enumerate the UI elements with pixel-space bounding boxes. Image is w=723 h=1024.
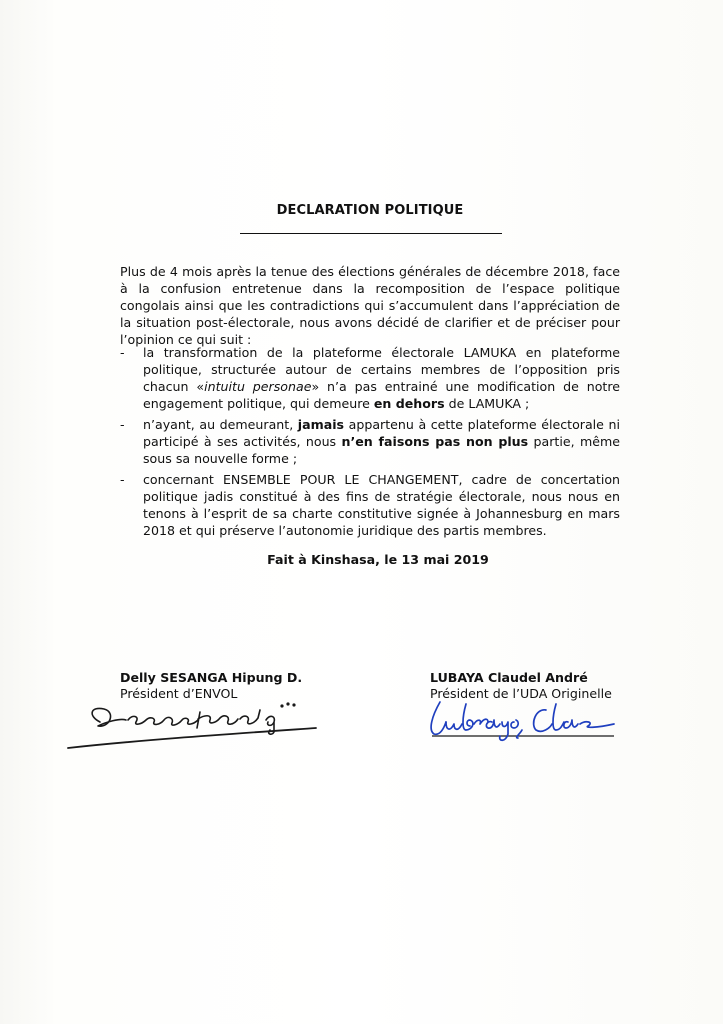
point-2-bold-b: n’en faisons pas non plus (341, 434, 529, 449)
signatory-name: LUBAYA Claudel André (430, 670, 588, 685)
point-3-text: concernant ENSEMBLE POUR LE CHANGEMENT, cadre de concertation politique jadis constitué à des fins de stratégie électorale, nous nous en tenons à l’esprit de sa charte constitutive signée à Johannesburg en mars 2018 et qui préserve l’autonomie juridique des partis membres. (143, 472, 620, 538)
point-2-text-b: appartenu à cette plateforme électorale ni participé à ses activités, nous (143, 417, 620, 449)
point-1-text-a: la transformation de la plateforme électorale LAMUKA en plateforme politique, structurée autour de certains membres de l’opposition pris chacun « (143, 345, 620, 394)
bullet-dash: - (120, 417, 125, 432)
point-1-text-b: » n’a pas entrainé une modification de notre engagement politique, qui demeure (143, 379, 620, 411)
list-item (120, 344, 620, 412)
point-1-italic: intuitu personae (204, 379, 312, 394)
declaration-points (120, 344, 620, 543)
bullet-dash: - (120, 345, 125, 360)
point-2-text-a: n’ayant, au demeurant, (143, 417, 298, 432)
place-date: Fait à Kinshasa, le 13 mai 2019 (267, 552, 489, 567)
title-underline (240, 233, 502, 234)
signatory-role: Président de l’UDA Originelle (430, 686, 612, 701)
list-item (120, 471, 620, 539)
list-item (120, 416, 620, 467)
signature-right (418, 694, 628, 750)
intro-paragraph: Plus de 4 mois après la tenue des élections générales de décembre 2018, face à la confusion entretenue dans la recomposition de l’espace politique congolais ainsi que les contradictions qui s’accumulent dans l’appréciation de la situation post-électorale, nous avons décidé de clarifier et de préciser pour l’opinion ce qui suit : (120, 264, 620, 347)
signatory-name: Delly SESANGA Hipung D. (120, 670, 303, 685)
bullet-dash: - (120, 472, 125, 487)
point-1-text-c: de LAMUKA ; (444, 396, 530, 411)
point-2-bold-a: jamais (297, 417, 345, 432)
point-2-text-c: partie, même sous sa nouvelle forme ; (143, 434, 620, 466)
point-1-bold: en dehors (373, 396, 445, 411)
document-title: DECLARATION POLITIQUE (276, 203, 464, 218)
signature-left (60, 692, 330, 756)
signatory-role: Président d’ENVOL (120, 686, 238, 701)
